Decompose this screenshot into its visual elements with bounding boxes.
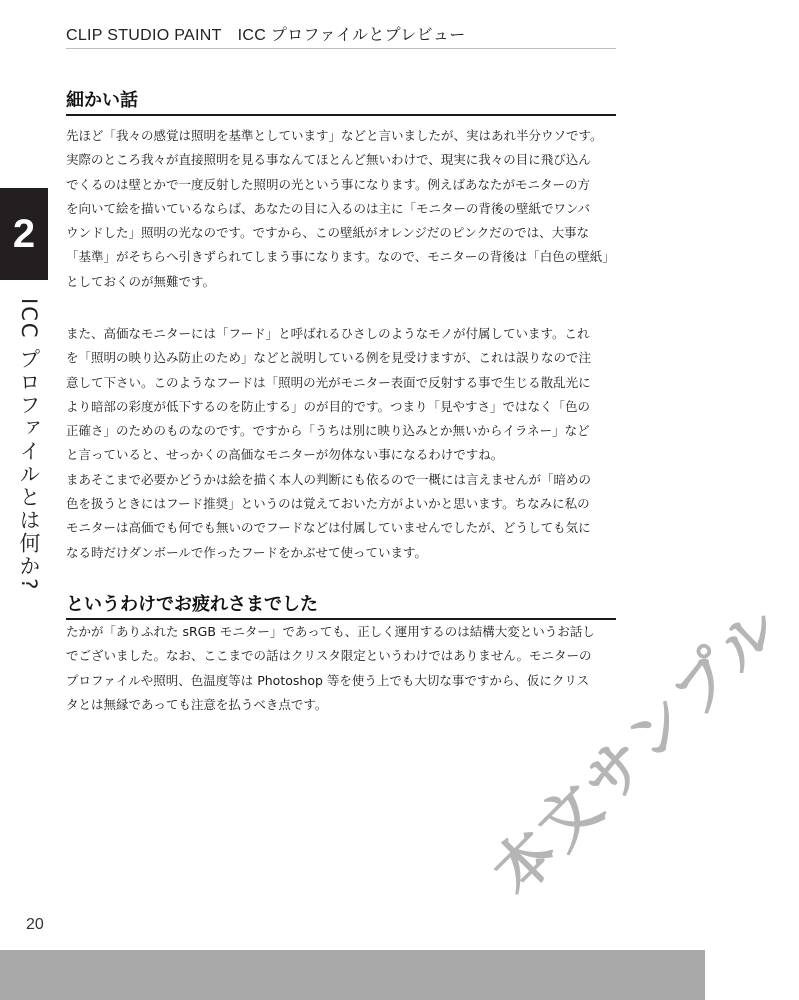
text-line: まあそこまで必要かどうかは絵を描く本人の判断にも依るので一概には言えませんが「暗めの (66, 471, 592, 487)
paragraph (66, 620, 626, 717)
text-line: としておくのが無難です。 (66, 273, 216, 289)
running-header: CLIP STUDIO PAINT ICC プロファイルとプレビュー (66, 27, 466, 44)
header-divider (66, 48, 616, 49)
chapter-title-vertical: ICC プロファイルとは何か? (17, 298, 41, 592)
paragraph (66, 322, 626, 565)
text-line: ウンドした」照明の光なのです。ですから、この壁紙がオレンジだのピンクだのでは、大事な (66, 225, 590, 241)
text-line: 先ほど「我々の感覚は照明を基準としています」などと言いましたが、実はあれ半分ウソです。 (66, 128, 603, 143)
footer-band (0, 950, 705, 1000)
text-line: プロファイルや照明、色温度等は Photoshop 等を使う上でも大切な事ですから、仮にクリス (66, 672, 590, 688)
text-line: なる時だけダンボールで作ったフードをかぶせて使っています。 (66, 544, 428, 560)
text-line: また、高価なモニターには「フード」と呼ばれるひさしのようなモノが付属しています。これ (66, 326, 590, 341)
text-line: でございました。なお、ここまでの話はクリスタ限定というわけではありません。モニターの (66, 648, 592, 664)
section-heading: 細かい話 (66, 90, 616, 116)
text-line: と言っていると、せっかくの高価なモニターが勿体ない事になるわけですね。 (66, 447, 504, 463)
text-line: を「照明の映り込み防止のため」などと説明している例を見受けますが、これは誤りなので注 (66, 350, 592, 366)
text-line: 実際のところ我々が直接照明を見る事なんてほとんど無いわけで、現実に我々の目に飛び込ん (66, 152, 591, 168)
text-line: モニターは高価でも何でも無いのでフードなどは付属していませんでしたが、どうしても気に (66, 520, 591, 536)
sample-watermark: 本文サンプル (479, 591, 797, 909)
text-line: でくるのは壁とかで一度反射した照明の光という事になります。例えばあなたがモニターの方 (66, 176, 591, 192)
text-line: たかが「ありふれた sRGB モニター」であっても、正しく運用するのは結構大変というお話し (66, 624, 595, 639)
text-line: より暗部の彩度が低下するのを防止する」のが目的です。つまり「見やすさ」ではなく「色の (66, 398, 591, 414)
paragraph (66, 124, 626, 294)
text-line: 「基準」がそちらへ引きずられてしまう事になります。なので、モニターの背後は「白色の壁紙」 (66, 249, 615, 265)
text-line: 正確さ」のためのものなのです。ですから「うちは別に映り込みとか無いからイラネー」など (66, 423, 590, 439)
text-line: タとは無縁であっても注意を払うべき点です。 (66, 696, 328, 712)
section-heading: というわけでお疲れさまでした (66, 594, 616, 620)
text-line: 色を扱うときにはフード推奨」というのは覚えておいた方がよいかと思います。ちなみに私の (66, 496, 590, 512)
text-line: を向いて絵を描いているならば、あなたの目に入るのは主に「モニターの背後の壁紙でワンバ (66, 200, 591, 216)
text-line: 意して下さい。このようなフードは「照明の光がモニター表面で反射する事で生じる散乱光に (66, 374, 591, 390)
chapter-number-tab: 2 (0, 188, 48, 280)
page-number: 20 (26, 916, 44, 933)
